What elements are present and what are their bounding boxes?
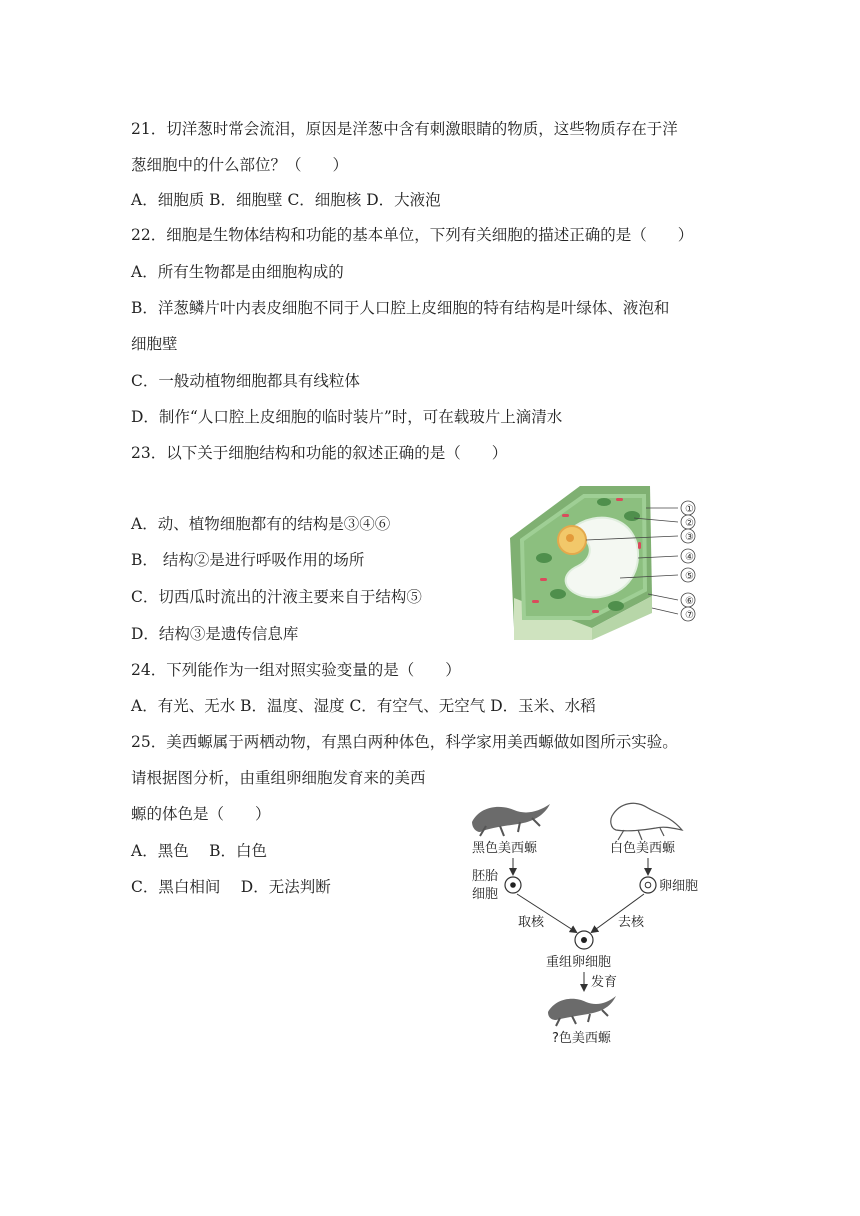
q22-option-d: D．制作“人口腔上皮细胞的临时装片”时，可在载玻片上滴清水 bbox=[131, 408, 563, 426]
take-nucleus-label: 取核 bbox=[518, 915, 545, 930]
q23-option-a: A．动、植物细胞都有的结构是③④⑥ bbox=[131, 515, 391, 533]
q25-options-row1: A．黑色 B．白色 bbox=[131, 842, 268, 860]
mitochondrion bbox=[532, 600, 539, 603]
mitochondrion bbox=[540, 578, 547, 581]
q25-stem-line3: 螈的体色是（ ） bbox=[131, 805, 271, 823]
result-salamander-icon bbox=[548, 996, 616, 1026]
mitochondrion bbox=[638, 542, 641, 549]
mitochondrion bbox=[592, 610, 599, 613]
q23-option-d: D．结构③是遗传信息库 bbox=[131, 625, 299, 643]
q25-options-row2: C．黑白相间 D．无法判断 bbox=[131, 878, 331, 896]
mitochondrion bbox=[616, 498, 623, 501]
mitochondrion bbox=[562, 514, 569, 517]
embryo-label-1: 胚胎 bbox=[472, 869, 499, 884]
q25-stem-line2: 请根据图分析，由重组卵细胞发育来的美西 bbox=[131, 769, 426, 787]
white-salamander-icon bbox=[611, 803, 682, 840]
q21-stem-line1: 21．切洋葱时常会流泪，原因是洋葱中含有刺激眼睛的物质，这些物质存在于洋 bbox=[131, 120, 678, 138]
plant-cell-figure bbox=[500, 478, 710, 646]
q22-option-b-line1: B．洋葱鳞片叶内表皮细胞不同于人口腔上皮细胞的特有结构是叶绿体、液泡和 bbox=[131, 299, 670, 317]
label-4: ④ bbox=[685, 552, 694, 563]
figure-number-labels bbox=[681, 501, 695, 621]
q21-stem-line2: 葱细胞中的什么部位？（ ） bbox=[131, 156, 349, 174]
q22-option-b-line2: 细胞壁 bbox=[131, 335, 178, 353]
label-6: ⑥ bbox=[685, 596, 694, 607]
q24-options: A．有光、无水 B．温度、湿度 C．有空气、无空气 D．玉米、水稻 bbox=[131, 697, 596, 715]
label-3: ③ bbox=[685, 532, 694, 543]
nucleolus bbox=[566, 534, 574, 542]
q21-options: A．细胞质 B．细胞壁 C．细胞核 D．大液泡 bbox=[131, 191, 441, 209]
label-7: ⑦ bbox=[685, 610, 694, 621]
q22-stem: 22．细胞是生物体结构和功能的基本单位，下列有关细胞的描述正确的是（ ） bbox=[131, 226, 694, 244]
chloroplast bbox=[597, 498, 611, 506]
remove-nucleus-label: 去核 bbox=[618, 915, 645, 930]
q24-stem: 24．下列能作为一组对照实验变量的是（ ） bbox=[131, 661, 461, 679]
q22-option-a: A．所有生物都是由细胞构成的 bbox=[131, 263, 344, 281]
black-salamander-icon bbox=[472, 804, 550, 836]
q25-stem-line1: 25．美西螈属于两栖动物，有黑白两种体色，科学家用美西螈做如图所示实验。 bbox=[131, 733, 678, 751]
chloroplast bbox=[536, 553, 552, 563]
egg-cell-label: 卵细胞 bbox=[659, 879, 699, 894]
q23-option-c: C．切西瓜时流出的汁液主要来自于结构⑤ bbox=[131, 588, 422, 606]
black-salamander-label: 黑色美西螈 bbox=[472, 841, 538, 856]
white-salamander-label: 白色美西螈 bbox=[610, 841, 676, 856]
q23-stem: 23．以下关于细胞结构和功能的叙述正确的是（ ） bbox=[131, 444, 508, 462]
label-5: ⑤ bbox=[685, 571, 694, 582]
salamander-experiment-figure bbox=[460, 790, 720, 1050]
label-1: ① bbox=[685, 504, 694, 515]
recombined-cell-label: 重组卵细胞 bbox=[546, 955, 612, 970]
result-salamander-label: ?色美西螈 bbox=[552, 1031, 611, 1046]
label-2: ② bbox=[685, 518, 694, 529]
embryo-label-2: 细胞 bbox=[472, 887, 499, 902]
chloroplast bbox=[624, 511, 640, 521]
develop-label: 发育 bbox=[591, 975, 618, 990]
chloroplast bbox=[550, 589, 566, 599]
q22-option-c: C．一般动植物细胞都具有线粒体 bbox=[131, 372, 360, 390]
chloroplast bbox=[608, 601, 624, 611]
q23-option-b: B． 结构②是进行呼吸作用的场所 bbox=[131, 551, 365, 569]
